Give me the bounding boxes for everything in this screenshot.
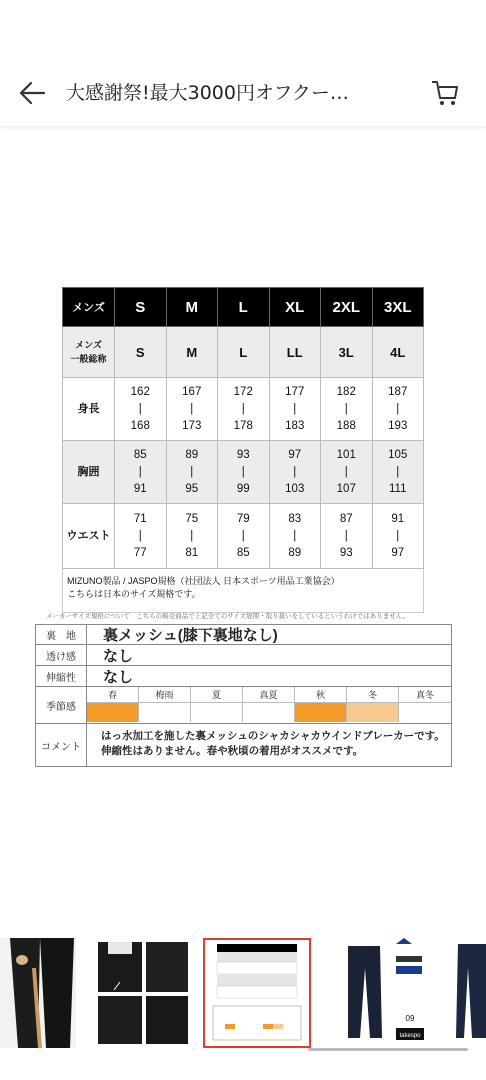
size-cell: 85 | 91	[115, 441, 167, 504]
season-name: 真夏	[243, 687, 295, 703]
spec-row-lining	[36, 625, 451, 645]
svg-text:09: 09	[405, 1014, 415, 1023]
size-cell: 71 | 77	[115, 504, 167, 569]
size-cell: 105 | 111	[372, 441, 424, 504]
top-bar	[0, 0, 486, 127]
size-header-row	[63, 288, 424, 327]
season-indicator	[347, 703, 399, 722]
spec-label: 伸縮性	[36, 666, 87, 686]
thumbnail-product-details[interactable]	[94, 938, 192, 1048]
size-cell: S	[115, 327, 167, 378]
size-note-line: こちらは日本のサイズ規格です。	[67, 589, 201, 599]
thumbnail-product-front[interactable]	[334, 938, 430, 1048]
size-chart	[62, 287, 424, 613]
thumbnail-scrollbar[interactable]	[308, 1048, 468, 1051]
size-table	[62, 287, 424, 569]
season-indicator	[295, 703, 347, 722]
size-cell: 91 | 97	[372, 504, 424, 569]
size-cell: 75 | 81	[166, 504, 218, 569]
size-header-cell: 2XL	[321, 288, 373, 327]
season-name: 梅雨	[139, 687, 191, 703]
size-cell: 167 | 173	[166, 378, 218, 441]
row-label: 身長	[63, 378, 115, 441]
page-title: 大感謝祭!最大3000円オフクー…	[66, 82, 349, 104]
size-note-line: MIZUNO製品 / JASPO規格（社団法人 日本スポーツ用品工業協会）	[67, 576, 340, 586]
size-cell: 3L	[321, 327, 373, 378]
spec-value: 裏メッシュ(膝下裏地なし)	[103, 627, 278, 644]
size-cell: 177 | 183	[269, 378, 321, 441]
season-name: 夏	[191, 687, 243, 703]
row-label	[63, 327, 115, 378]
size-cell: LL	[269, 327, 321, 378]
size-cell: 101 | 107	[321, 441, 373, 504]
size-cell: 182 | 188	[321, 378, 373, 441]
season-name: 春	[87, 687, 139, 703]
size-header-cell: XL	[269, 288, 321, 327]
size-cell: 93 | 99	[218, 441, 270, 504]
spec-value: なし	[103, 668, 134, 686]
size-header-cell: L	[218, 288, 270, 327]
size-row-general	[63, 327, 424, 378]
size-cell: 172 | 178	[218, 378, 270, 441]
back-arrow-icon[interactable]	[16, 76, 50, 110]
season-indicator	[87, 703, 139, 722]
size-header-cell: S	[115, 288, 167, 327]
spec-row-season	[36, 687, 451, 724]
season-indicator	[139, 703, 191, 722]
comment-line: はっ水加工を施した裏メッシュのシャカシャカウインドブレーカーです。	[101, 730, 445, 742]
size-row-waist	[63, 504, 424, 569]
size-cell: 97 | 103	[269, 441, 321, 504]
row-label: 胸囲	[63, 441, 115, 504]
size-row-chest	[63, 441, 424, 504]
cart-icon[interactable]	[428, 76, 462, 110]
season-name: 冬	[347, 687, 399, 703]
season-grid	[87, 687, 451, 723]
spec-value: なし	[103, 647, 134, 665]
spec-row-stretch	[36, 666, 451, 687]
size-header-cell: 3XL	[372, 288, 424, 327]
thumbnail-product-partial[interactable]	[446, 938, 486, 1048]
size-cell: 187 | 193	[372, 378, 424, 441]
spec-label: 透け感	[36, 645, 87, 665]
spec-label: 季節感	[36, 687, 87, 723]
season-indicator	[243, 703, 295, 722]
size-cell: M	[166, 327, 218, 378]
spec-label: 裏 地	[36, 625, 87, 644]
row-label-text: メンズ 一般総称	[70, 340, 107, 364]
spec-comment	[87, 724, 451, 766]
season-indicator	[399, 703, 451, 722]
size-header-cell: メンズ	[63, 288, 115, 327]
thumbnail-strip[interactable]	[0, 938, 486, 1050]
size-cell: 89 | 95	[166, 441, 218, 504]
size-cell: 4L	[372, 327, 424, 378]
season-indicator	[191, 703, 243, 722]
season-name: 真冬	[399, 687, 451, 703]
size-cell: 87 | 93	[321, 504, 373, 569]
spec-label: コメント	[36, 724, 87, 766]
size-cell: 162 | 168	[115, 378, 167, 441]
size-header-cell: M	[166, 288, 218, 327]
spec-row-transparency	[36, 645, 451, 666]
size-cell: L	[218, 327, 270, 378]
spec-row-comment	[36, 724, 451, 766]
thumbnail-size-chart[interactable]	[203, 938, 311, 1048]
row-label: ウエスト	[63, 504, 115, 569]
season-name: 秋	[295, 687, 347, 703]
comment-line: 伸縮性はありません。春や秋頃の着用がオススメです。	[101, 745, 364, 757]
size-row-height	[63, 378, 424, 441]
size-cell: 79 | 85	[218, 504, 270, 569]
size-disclaimer: メーカーサイズ規格について こちらの販売商品で上記全てのサイズ展開・取り扱いをしているというわけではありません。	[46, 613, 410, 620]
size-note	[62, 569, 424, 613]
size-cell: 83 | 89	[269, 504, 321, 569]
brand-logo-text: takespo	[399, 1033, 421, 1039]
thumbnail-model-side[interactable]	[0, 938, 76, 1048]
spec-table	[35, 624, 452, 767]
